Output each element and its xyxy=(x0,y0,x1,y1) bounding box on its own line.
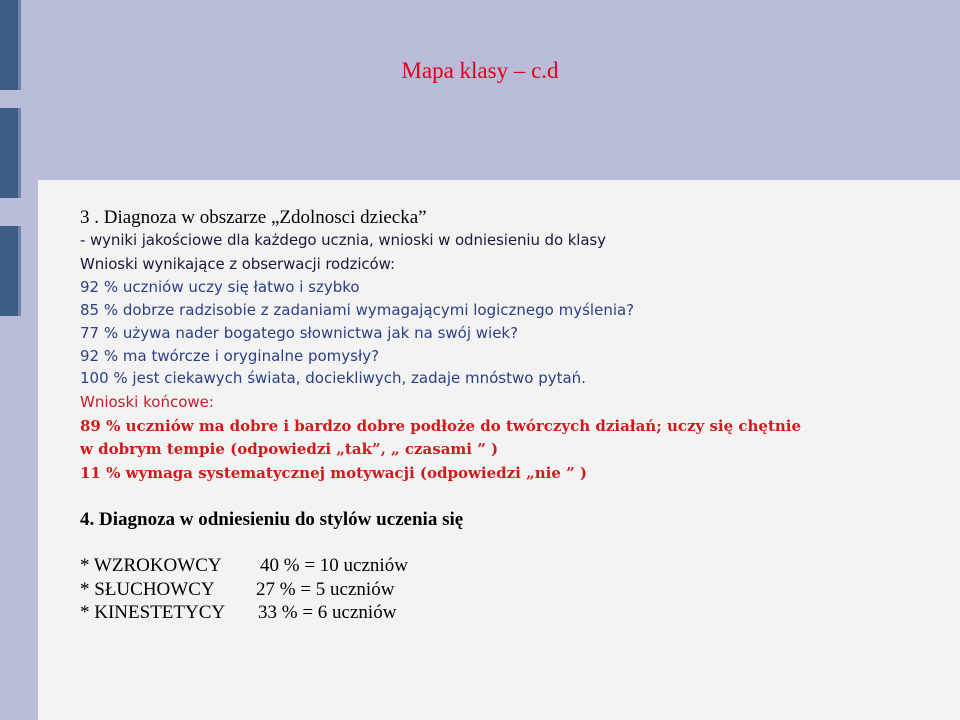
section3-subtitle: - wyniki jakościowe dla każdego ucznia, wnioski w odniesieniu do klasy xyxy=(80,231,606,249)
style-label: * WZROKOWCY xyxy=(80,555,222,576)
observation-item: 92 % ma twórcze i oryginalne pomysły? xyxy=(80,347,380,365)
conclusions-heading: Wnioski końcowe: xyxy=(80,393,214,411)
style-row-visual xyxy=(80,556,408,575)
style-row-kinesthetic xyxy=(80,603,396,622)
conclusion-item: 11 % wymaga systematycznej motywacji (odpowiedzi „nie ” ) xyxy=(80,464,588,482)
observation-item: 85 % dobrze radzisobie z zadaniami wymagającymi logicznego myślenia? xyxy=(80,301,635,319)
style-row-auditory xyxy=(80,580,394,599)
conclusion-item: 89 % uczniów ma dobre i bardzo dobre podłoże do twórczych działań; uczy się chętnie xyxy=(80,417,802,435)
style-value: 33 % = 6 uczniów xyxy=(258,602,397,623)
observation-item: 92 % uczniów uczy się łatwo i szybko xyxy=(80,278,360,296)
section3-heading: 3 . Diagnoza w obszarze „Zdolnosci dziecka” xyxy=(80,207,427,228)
section4-heading: 4. Diagnoza w odniesieniu do stylów uczenia się xyxy=(80,509,464,530)
slide-title: Mapa klasy – c.d xyxy=(401,58,559,83)
observation-item: 77 % używa nader bogatego słownictwa jak na swój wiek? xyxy=(80,324,519,342)
accent-bar-bottom xyxy=(0,226,18,316)
style-label: * KINESTETYCY xyxy=(80,602,226,623)
observations-heading: Wnioski wynikające z obserwacji rodziców: xyxy=(80,255,395,273)
style-value: 40 % = 10 uczniów xyxy=(260,555,408,576)
conclusion-item: w dobrym tempie (odpowiedzi „tak”, „ czasami ” ) xyxy=(80,440,499,458)
style-label: * SŁUCHOWCY xyxy=(80,579,215,600)
observation-item: 100 % jest ciekawych świata, dociekliwych, zadaje mnóstwo pytań. xyxy=(80,369,586,387)
accent-bar-middle xyxy=(0,108,18,198)
style-value: 27 % = 5 uczniów xyxy=(256,579,395,600)
